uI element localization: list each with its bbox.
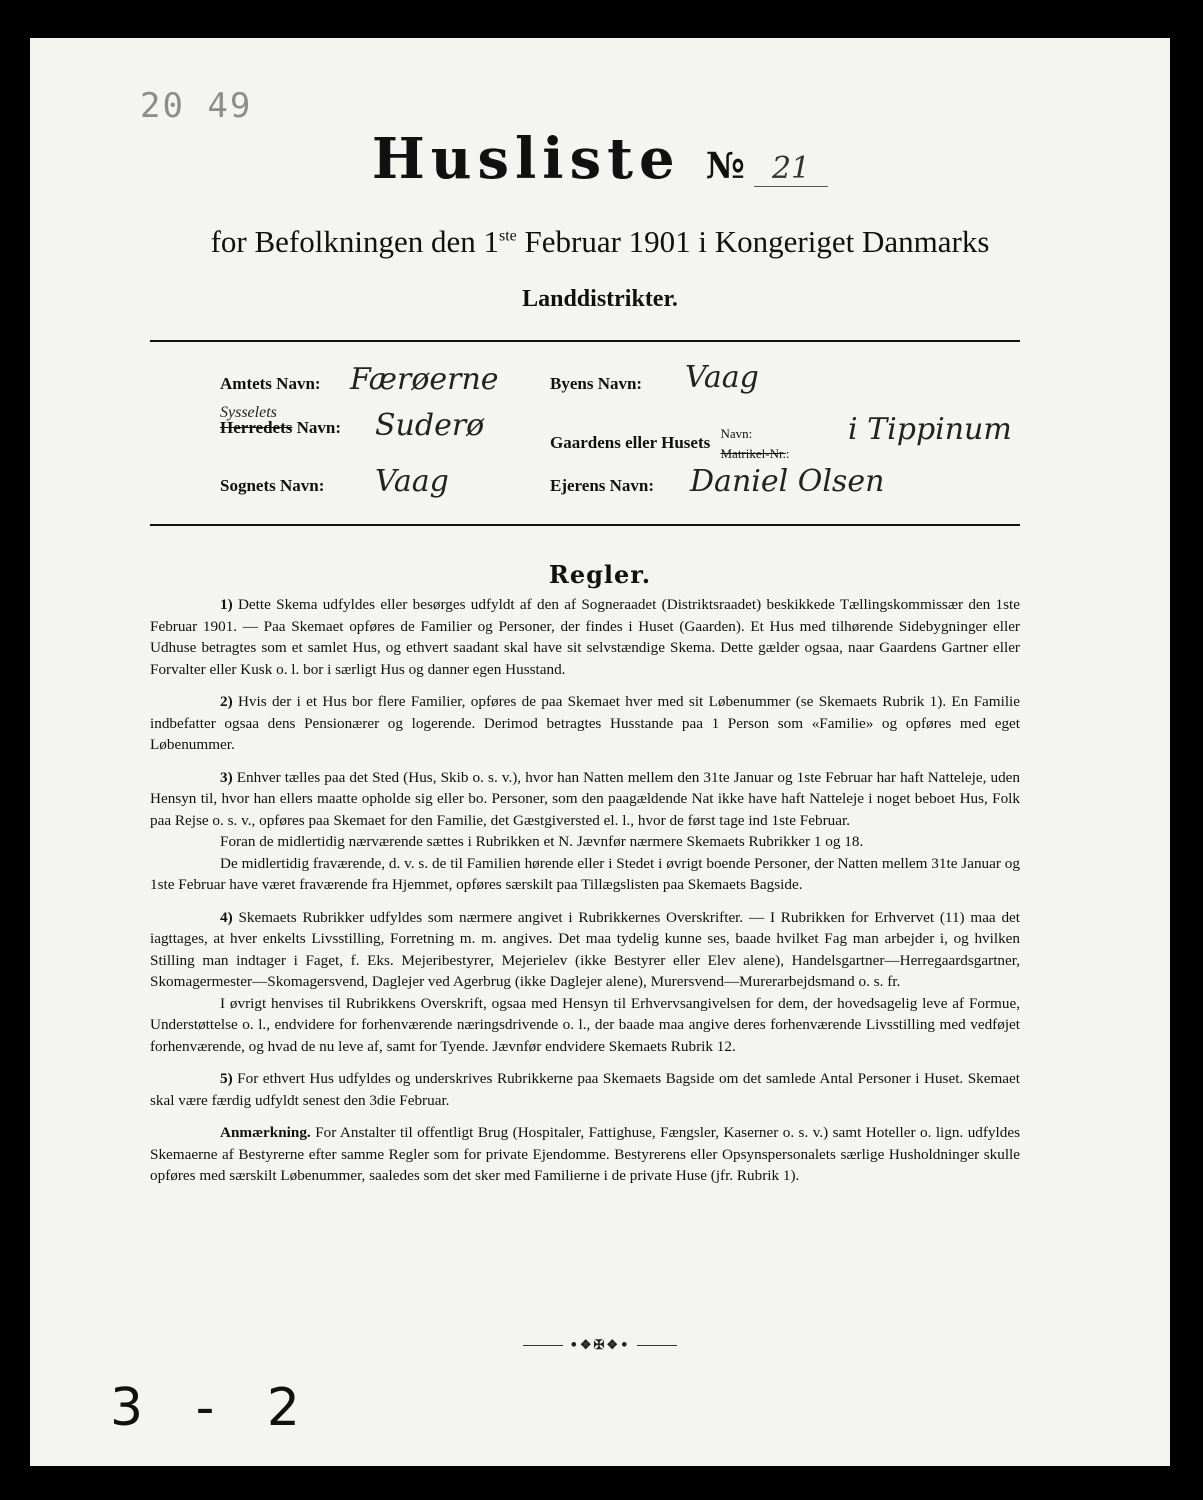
ornament <box>30 1338 1170 1353</box>
rule-3: 3) Enhver tælles paa det Sted (Hus, Skib o. s. v.), hvor han Natten mellem den 31te Januar og 1ste Februar har haft Natteleje, uden Hensyn til, hvor han ellers maatte opholde sig eller bo. Personer, som den paagældende Nat ikke have haft Natteleje i noget beboet Hus, Folk paa Rejse o. s. v., opføres paa Skemaet for den Familie, det Gæstgiversted el. l., hvor de først tage ind 1ste Februar. <box>150 768 1021 829</box>
rules-heading: Regler. <box>548 560 652 589</box>
rule-1: 1) Dette Skema udfyldes eller besørges udfyldt af den af Sogneraadet (Distriktsraadet) beskikkede Tællingskommissær den 1ste Februar 1901. — Paa Skemaet opføres de Familier og Personer, der findes i Huset (Gaarden). Et Hus med tilhørende Sidebygninger eller Udhuse betragtes som et samlet Hus, og ethvert saadant skal have sit selvstændige Skema. Dette gælder ogsaa, naar Gaardens Gartner eller Forvalter eller Kusk o. l. bor i særligt Hus og danner egen Husstand. <box>150 596 1020 678</box>
note: Anmærkning. For Anstalter til offentligt Brug (Hospitaler, Fattighuse, Fængsler, Kaserner o. s. v.) samt Hoteller o. lign. udfyldes Skemaerne af Bestyrerne efter samme Regler som for private Ejendomme. Bestyrerens eller Opsynspersonalets særlige Husholdninger skulle opføres med særskilt Løbenummer, saaledes som det sker med Familierne i de private Huse (jfr. Rubrik 1). <box>150 1124 1020 1184</box>
sogn-label: Sognets Navn: <box>220 476 325 495</box>
number-label: № <box>705 145 745 187</box>
rule-4: 4) Skemaets Rubrikker udfyldes som nærmere angivet i Rubrikkernes Overskrifter. — I Rubrikken for Erhvervet (11) maa det iagttages, at hver enkelts Livsstilling, Forretning m. m. angives. Det maa tydelig kunne ses, baade hvilket Fag man arbejder i, og hvilken Stilling man indtager i Faget, f. Eks. Mejeribestyrer, Mejerielev (ikke Bestyrer eller Elev alene), Handelsgartner—Herregaardsgartner, Skomagermester—Skomagersvend, Daglejer ved Agerbrug (ikke Daglejer alene), Murersvend—Murerarbejdsmand o. s. fr. <box>150 908 1021 990</box>
by-value: Vaag <box>685 360 759 395</box>
rule-2: 2) Hvis der i et Hus bor flere Familier, opføres de paa Skemaet hver med sit Løbenummer (se Skemaets Rubrik 1). En Familie indbefatter ogsaa dens Pensionærer og logerende. Derimod betragtes Husstande paa 1 Person som «Familie» og opføres med eget Løbenummer. <box>150 693 1020 753</box>
archive-stamp: 20 49 <box>140 86 253 126</box>
rule-5: 5) For ethvert Hus udfyldes og underskrives Rubrikkerne paa Skemaets Bagside om det samlede Antal Personer i Huset. Skemaet skal være færdig udfyldt senest den 3die Februar. <box>150 1070 1020 1109</box>
form-district: Landdistrikter. <box>522 286 678 312</box>
rules-body <box>150 594 1020 1198</box>
gaard-navn: Navn: <box>720 426 753 441</box>
house-number: 21 <box>754 151 828 187</box>
herred-label <box>220 404 341 438</box>
amt-label: Amtets Navn: <box>220 374 321 393</box>
amt-value: Færøerne <box>350 362 499 397</box>
title-row <box>30 126 1170 192</box>
ornament-glyph: •❖✠❖• <box>569 1338 631 1353</box>
ejer-value: Daniel Olsen <box>690 464 885 499</box>
herred-navn: Navn: <box>292 418 342 437</box>
subtitle-post: Februar 1901 i Kongeriget Danmarks <box>516 224 990 259</box>
gaard-label <box>550 424 789 464</box>
rule-3-cont-b: De midlertidig fraværende, d. v. s. de til Familien hørende eller i Stedet i øvrigt boende Personer, der Natten mellem 31te Januar og 1ste Februar have været fraværende fra Hjemmet, opføres særskilt paa Tillægslisten paa Skemaets Bagside. <box>150 854 1020 893</box>
gaard-options: Navn: Matrikel-Nr.: <box>720 426 790 461</box>
bottom-handwritten-note: 3 - 2 <box>110 1378 318 1438</box>
herred-value: Suderø <box>375 408 485 443</box>
subtitle-pre: for Befolkningen den 1 <box>210 224 499 259</box>
gaard-matrikel: Matrikel-Nr. <box>720 446 786 461</box>
subtitle-sup: ste <box>498 227 517 245</box>
sogn-value: Vaag <box>375 464 449 499</box>
census-form-sheet <box>30 38 1170 1466</box>
rule-4-cont: I øvrigt henvises til Rubrikkens Overskrift, ogsaa med Hensyn til Erhvervsangivelsen for dem, der hovedsagelig leve af Formue, Understøttelse o. l., endvidere for forhenværende næringsdrivende o. l., der baade maa angive deres forhenværende Livsstilling med vedføjet forhenværende, og hvad de nu leve af, samt for Tyende. Jævnfør endvidere Skemaets Rubrik 12. <box>150 994 1020 1055</box>
gaard-label-text: Gaardens eller Husets <box>550 432 711 452</box>
gaard-value: i Tippinum <box>848 412 1012 447</box>
by-label: Byens Navn: <box>550 374 643 393</box>
herred-struck: Herredets <box>220 418 293 437</box>
bottom-divider <box>150 524 1020 526</box>
ejer-label: Ejerens Navn: <box>550 476 655 495</box>
ornament-line-right <box>637 1345 677 1346</box>
ornament-line-left <box>523 1345 563 1346</box>
form-title: Husliste <box>371 126 681 192</box>
form-subtitle <box>30 224 1170 260</box>
rule-3-cont-a: Foran de midlertidig nærværende sættes i Rubrikken et N. Jævnfør nærmere Skemaets Rubrikker 1 og 18. <box>220 833 864 850</box>
herred-handwritten: Sysselets <box>220 404 277 421</box>
top-divider <box>150 340 1020 342</box>
